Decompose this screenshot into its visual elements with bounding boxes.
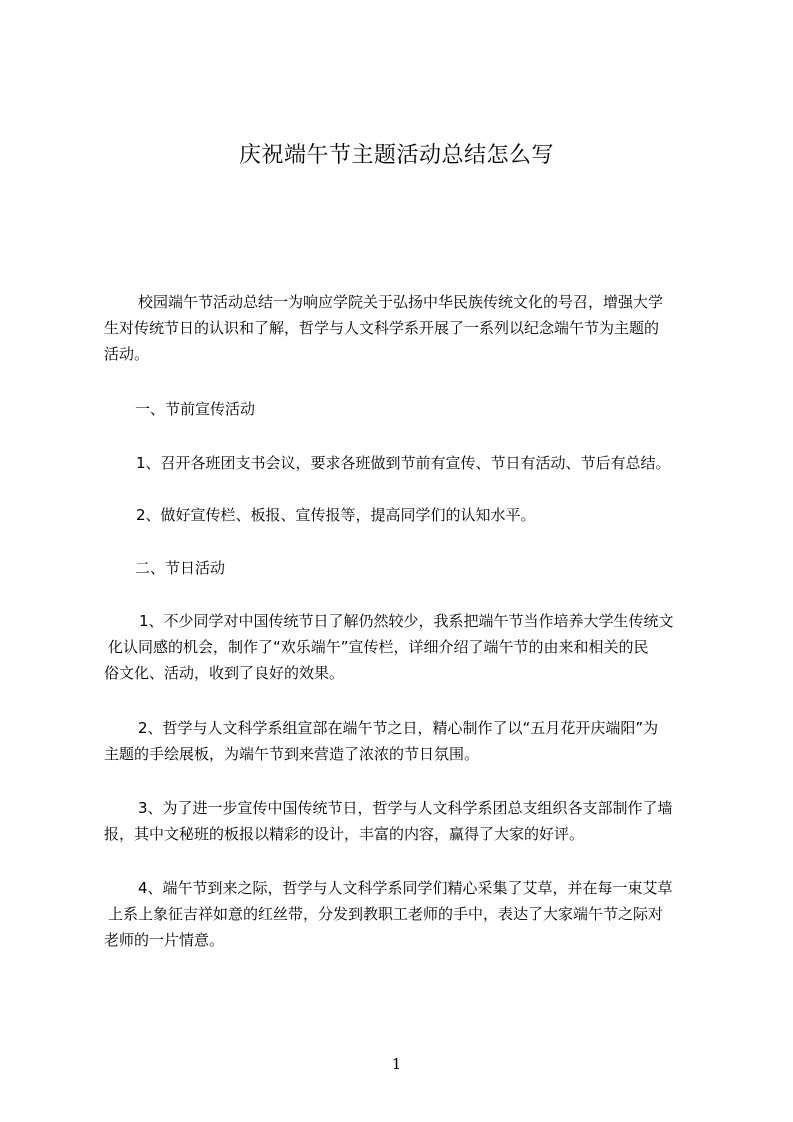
text-line: 生对传统节日的认识和了解，哲学与人文科学系开展了一系列以纪念端午节为主题的 (104, 319, 660, 337)
section2-item-1 (104, 608, 704, 686)
section-heading-1: 一、节前宣传活动 (135, 400, 256, 418)
section-heading-2: 二、节日活动 (135, 559, 226, 577)
text-line: 校园端午节活动总结一为响应学院关于弘扬中华民族传统文化的号召，增强大学 (138, 293, 664, 311)
document-title: 庆祝端午节主题活动总结怎么写 (238, 143, 554, 168)
text-line: 俗文化、活动，收到了良好的效果。 (104, 664, 345, 682)
intro-paragraph (104, 289, 704, 367)
text-line: 化认同感的机会，制作了“欢乐端午”宣传栏，详细介绍了端午节的由来和相关的民 (108, 638, 649, 656)
page-number: 1 (391, 1055, 402, 1073)
text-line: 3、为了进一步宣传中国传统节日，哲学与人文科学系团总支组织各支部制作了墙 (138, 799, 673, 817)
section2-item-2 (104, 715, 704, 767)
text-line: 上系上象征吉祥如意的红丝带，分发到教职工老师的手中，表达了大家端午节之际对 (108, 905, 664, 923)
text-line: 报，其中文秘班的板报以精彩的设计，丰富的内容，赢得了大家的好评。 (104, 825, 585, 843)
text-line: 2、哲学与人文科学系组宣部在端午节之日，精心制作了以“五月花开庆端阳”为 (138, 719, 659, 737)
section2-item-4 (104, 875, 704, 953)
section1-item-2: 2、做好宣传栏、板报、宣传报等，提高同学们的认知水平。 (136, 506, 536, 524)
text-line: 1、不少同学对中国传统节日了解仍然较少，我系把端午节当作培养大学生传统文 (139, 612, 674, 630)
text-line: 活动。 (104, 345, 150, 363)
text-line: 4、端午节到来之际，哲学与人文科学系同学们精心采集了艾草，并在每一束艾草 (138, 879, 673, 897)
section1-item-1: 1、召开各班团支书会议，要求各班做到节前有宣传、节日有活动、节后有总结。 (136, 454, 671, 472)
text-line: 主题的手绘展板，为端午节到来营造了浓浓的节日氛围。 (104, 745, 480, 763)
section2-item-3 (104, 795, 704, 847)
text-line: 老师的一片情意。 (104, 931, 225, 949)
